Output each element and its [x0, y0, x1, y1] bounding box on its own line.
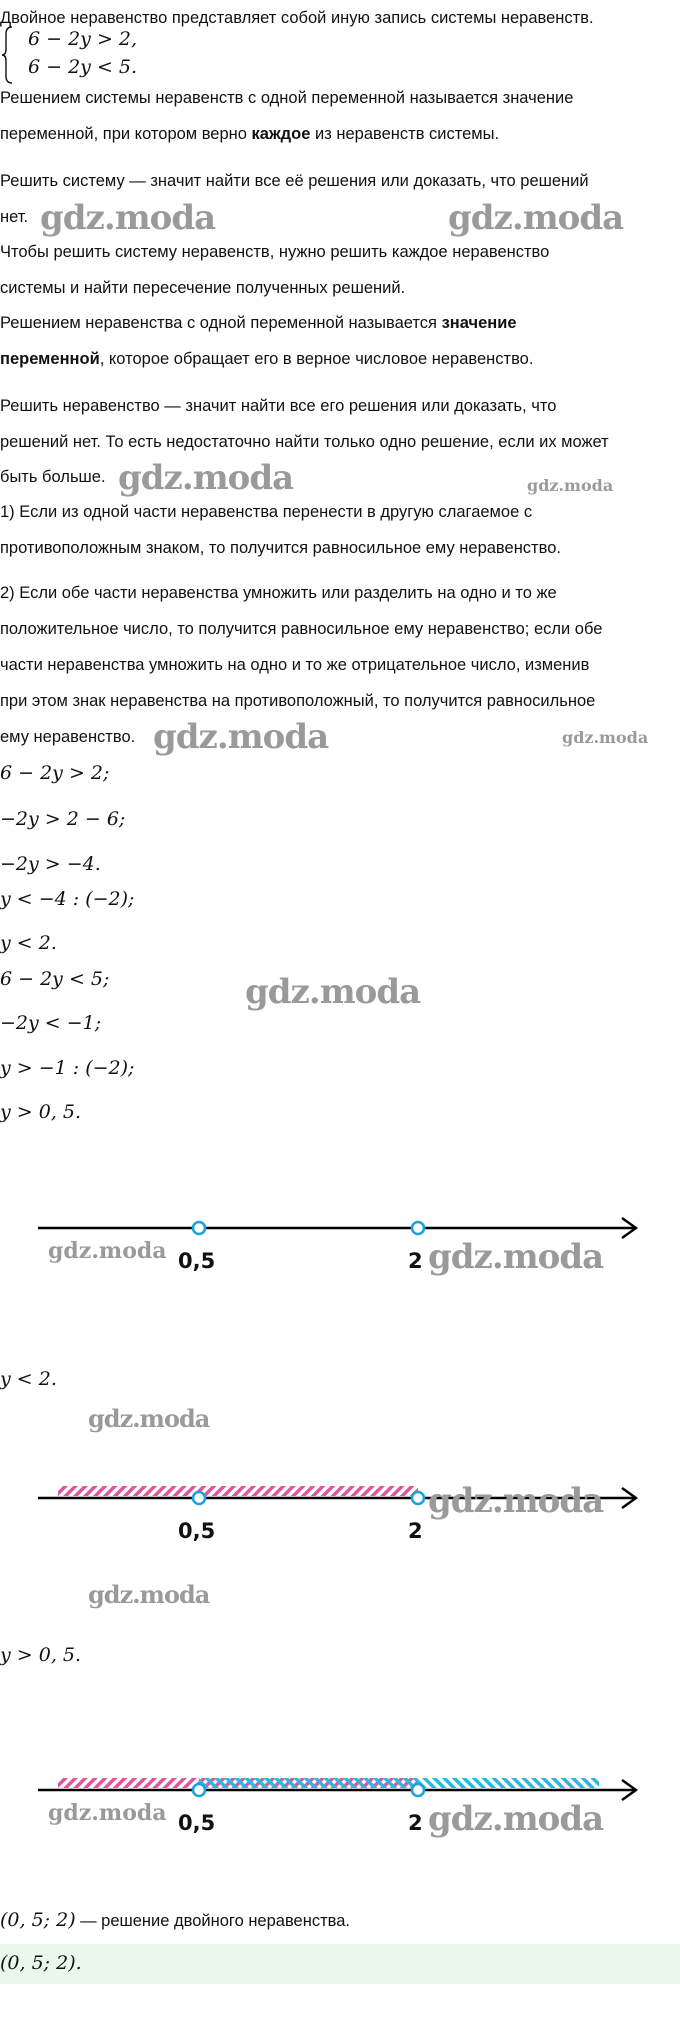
interval: (0, 5; 2) — [0, 1909, 76, 1931]
definition-system-solution-2: переменной, при котором верно каждое из неравенств системы. — [0, 125, 500, 143]
definition-system-solution-1: Решением системы неравенств с одной переменной называется значение — [0, 89, 574, 107]
step-3: −2y > −4. — [0, 853, 101, 875]
watermark: gdz.moda — [88, 1580, 210, 1609]
caption-greater-than-half: y > 0, 5. — [0, 1644, 82, 1666]
step-5: y < 2. — [0, 932, 57, 954]
watermark: gdz.moda — [88, 1404, 210, 1433]
watermark: gdz.moda — [428, 1237, 604, 1277]
left-brace-icon — [2, 26, 14, 84]
hatch-region-right — [199, 1778, 599, 1788]
rule-2-text-3: части неравенства умножить на одно и то же отрицательное число, изменив — [0, 656, 590, 674]
step-4: y < −4 : (−2); — [0, 888, 135, 910]
system-line-1: 6 − 2y > 2, — [28, 28, 138, 50]
label-point-b: 2 — [408, 1249, 423, 1273]
solve-inequality-text-3: быть больше. — [0, 468, 106, 486]
open-point-b — [412, 1784, 424, 1796]
label-point-b: 2 — [408, 1811, 423, 1835]
label-point-a: 0,5 — [178, 1249, 216, 1273]
solve-system-text-2: нет. — [0, 208, 29, 226]
rule-1-text-1: 1) Если из одной части неравенства перенести в другую слагаемое с — [0, 503, 533, 521]
number-line-less-than-2 — [0, 1470, 680, 1560]
watermark: gdz.moda — [118, 458, 294, 498]
answer-value: (0, 5; 2). — [0, 1952, 82, 1974]
open-point-b — [412, 1222, 424, 1234]
watermark: gdz.moda — [48, 1800, 167, 1826]
answer-box — [0, 1944, 680, 1984]
solve-inequality-text-1: Решить неравенство — значит найти все его решения или доказать, что — [0, 397, 557, 415]
open-point-a — [193, 1784, 205, 1796]
watermark: gdz.moda — [40, 198, 216, 238]
step-8: y > −1 : (−2); — [0, 1057, 135, 1079]
open-point-a — [193, 1222, 205, 1234]
label-point-a: 0,5 — [178, 1811, 216, 1835]
intro-text: Двойное неравенство представляет собой иную запись системы неравенств. — [0, 9, 594, 27]
rule-2-text-2: положительное число, то получится равносильное ему неравенство; если обе — [0, 620, 603, 638]
watermark: gdz.moda — [428, 1799, 604, 1839]
step-1: 6 − 2y > 2; — [0, 762, 110, 784]
watermark: gdz.moda — [428, 1481, 604, 1521]
watermark: gdz.moda — [527, 476, 614, 495]
definition-solution-1: Решением неравенства с одной переменной называется значение — [0, 314, 517, 332]
step-2: −2y > 2 − 6; — [0, 808, 126, 830]
conclusion-text: — решение двойного неравенства. — [80, 1912, 350, 1930]
inequality-system — [2, 26, 202, 84]
solve-system-text-1: Решить систему — значит найти все её решения или доказать, что решений — [0, 172, 589, 190]
label-point-b: 2 — [408, 1519, 423, 1543]
number-line-intersection — [0, 1762, 680, 1852]
step-9: y > 0, 5. — [0, 1101, 82, 1123]
caption-less-than-2: y < 2. — [0, 1368, 57, 1390]
system-line-2: 6 − 2y < 5. — [28, 56, 138, 78]
solve-inequality-text-2: решений нет. То есть недостаточно найти только одно решение, если их может — [0, 433, 609, 451]
watermark: gdz.moda — [48, 1238, 167, 1264]
number-line-points — [0, 1200, 680, 1290]
conclusion-line — [0, 1909, 680, 1931]
rule-2-text-5: ему неравенство. — [0, 728, 136, 746]
step-7: −2y < −1; — [0, 1012, 102, 1034]
label-point-a: 0,5 — [178, 1519, 216, 1543]
definition-solution-2: переменной, которое обращает его в верное числовое неравенство. — [0, 350, 534, 368]
watermark: gdz.moda — [448, 198, 624, 238]
open-point-b — [412, 1492, 424, 1504]
method-text-1: Чтобы решить систему неравенств, нужно решить каждое неравенство — [0, 243, 550, 261]
method-text-2: системы и найти пересечение полученных решений. — [0, 279, 406, 297]
watermark: gdz.moda — [153, 717, 329, 757]
step-6: 6 − 2y < 5; — [0, 968, 110, 990]
rule-2-text-4: при этом знак неравенства на противоположный, то получится равносильное — [0, 692, 596, 710]
watermark: gdz.moda — [562, 728, 649, 747]
open-point-a — [193, 1492, 205, 1504]
rule-1-text-2: противоположным знаком, то получится равносильное ему неравенство. — [0, 539, 561, 557]
hatch-region-left — [58, 1486, 418, 1496]
watermark: gdz.moda — [245, 972, 421, 1012]
rule-2-text-1: 2) Если обе части неравенства умножить или разделить на одно и то же — [0, 584, 557, 602]
